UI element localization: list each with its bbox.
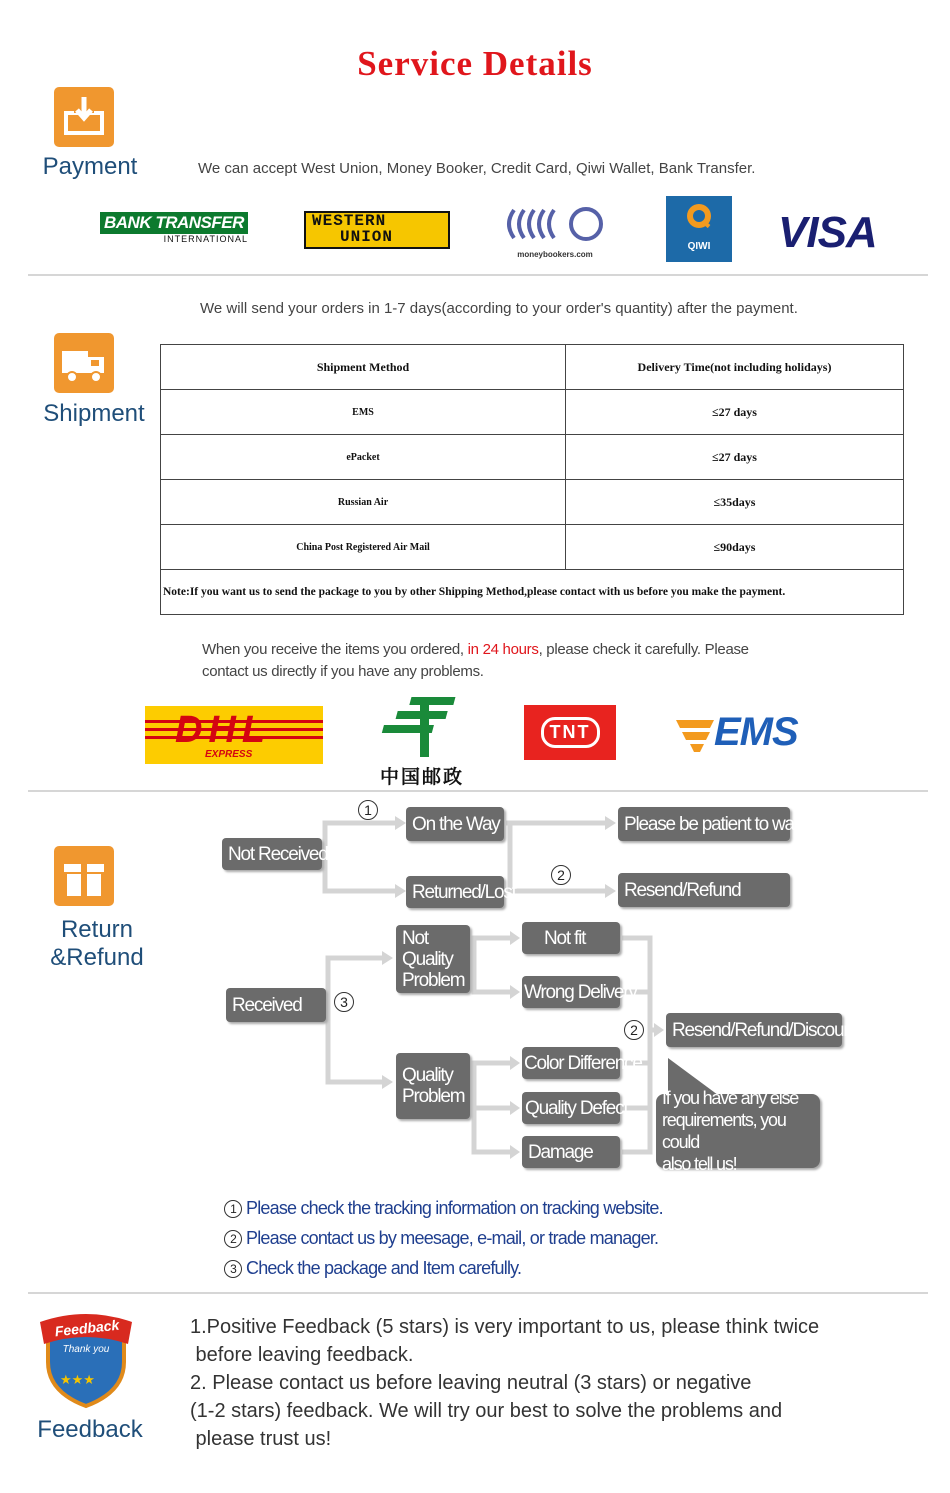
moneybookers-text: moneybookers.com [517,250,593,259]
not-fit-box: Not fit [522,922,620,954]
quality-line2: Problem [402,1086,465,1107]
china-post-text: 中国邮政 [379,767,464,788]
wrong-delivery-box: Wrong Delivery [522,976,620,1008]
shipping-table [160,344,904,615]
table-note: Note:If you want us to send the package to you by other Shipping Method,please contact with us before you make the payment. [161,570,904,615]
moneybookers-logo [500,204,610,259]
quality-problem-box [396,1053,470,1119]
note-2-text: Please contact us by meesage, e-mail, or trade manager. [246,1228,659,1248]
bubble-line1: If you have any else [662,1088,799,1108]
dhl-text: DHL [175,709,272,751]
quality-line1: Quality [402,1065,453,1086]
western-text: WESTERN [312,212,387,230]
bank-transfer-sub: INTERNATIONAL [163,234,248,244]
step-1-marker: 1 [358,800,378,820]
receive-pre: When you receive the items you ordered, [202,641,468,658]
note-3-text: Check the package and Item carefully. [246,1258,522,1278]
time-cell: ≤27 days [566,435,904,480]
tnt-text: TNT [541,717,600,748]
table-row [161,525,904,570]
svg-text:★★★: ★★★ [60,1373,95,1388]
bank-transfer-text: BANK TRANSFER [104,213,244,232]
truck-icon [54,333,114,393]
method-cell: China Post Registered Air Mail [161,525,566,570]
damage-box: Damage [522,1136,620,1168]
ems-text: EMS [714,710,798,754]
note-1-num: 1 [224,1200,242,1218]
divider [28,1292,928,1294]
time-cell: ≤27 days [566,390,904,435]
china-post-logo [372,695,472,788]
ems-logo [676,712,802,760]
not-quality-line2: Quality [402,948,453,970]
feedback-line-2: before leaving feedback. [190,1344,414,1366]
receive-post: , please check it carefully. Please [538,641,749,658]
header-method: Shipment Method [161,345,566,390]
page-title: Service Details [357,44,593,83]
feedback-line-3: 2. Please contact us before leaving neutral (3 stars) or negative [190,1372,752,1394]
table-row [161,480,904,525]
qiwi-text: QIWI [687,241,711,252]
feedback-line-5: please trust us! [190,1428,332,1450]
badge-subtitle: Thank you [62,1344,110,1355]
tnt-logo [524,705,616,760]
bank-transfer-logo [100,212,252,252]
feedback-line-4: (1-2 stars) feedback. We will try our best to solve the problems and [190,1400,783,1422]
bubble-line3: also tell us! [662,1154,737,1174]
return-refund-label: Return &Refund [50,916,144,971]
note-3 [224,1258,521,1279]
not-quality-problem-box [396,925,470,993]
method-cell: EMS [161,390,566,435]
shipment-intro: We will send your orders in 1-7 days(according to your order's quantity) after the payment. [200,300,798,317]
not-received-box: Not Received [222,838,322,870]
not-quality-line1: Not [402,927,428,949]
note-3-num: 3 [224,1260,242,1278]
method-cell: Russian Air [161,480,566,525]
method-cell: ePacket [161,435,566,480]
table-row [161,390,904,435]
qiwi-logo [666,196,732,262]
feedback-line-1: 1.Positive Feedback (5 stars) is very important to us, please think twice [190,1316,820,1338]
payment-label: Payment [42,153,138,180]
note-2 [224,1228,658,1249]
receive-text [202,641,749,658]
note-1 [224,1198,663,1219]
western-union-logo [304,211,450,249]
table-row [161,435,904,480]
step-3-marker: 3 [334,992,354,1012]
shipment-label: Shipment [43,400,145,427]
feedback-badge-icon [38,1310,134,1410]
divider [28,274,928,276]
dhl-sub: EXPRESS [205,749,253,760]
not-quality-line3: Problem [402,969,465,991]
be-patient-box: Please be patient to wait [618,807,790,841]
receive-text-line2: contact us directly if you have any problems. [202,663,484,680]
speech-bubble [656,1088,820,1174]
color-difference-box: Color Difference [522,1047,620,1079]
visa-logo: VISA [778,208,877,257]
quality-defect-box: Quality Defect [522,1092,620,1124]
bubble-line2: requirements, you could [662,1110,786,1152]
payment-icon [54,87,114,147]
step-2-marker: 2 [624,1020,644,1040]
payment-methods-text: We can accept West Union, Money Booker, Credit Card, Qiwi Wallet, Bank Transfer. [198,160,756,177]
received-box: Received [226,988,326,1022]
header-delivery-time: Delivery Time(not including holidays) [566,345,904,390]
dhl-logo [145,706,323,764]
resend-refund-discount-box: Resend/Refund/Discount [666,1013,842,1047]
feedback-label: Feedback [37,1416,143,1443]
union-text: UNION [340,228,394,246]
badge-title: Feedback [54,1316,120,1340]
note-2-num: 2 [224,1230,242,1248]
time-cell: ≤35days [566,480,904,525]
resend-refund-box: Resend/Refund [618,873,790,907]
step-2-marker: 2 [551,865,571,885]
receive-highlight: in 24 hours [467,641,539,658]
on-the-way-box: On the Way [406,807,504,841]
time-cell: ≤90days [566,525,904,570]
note-1-text: Please check the tracking information on tracking website. [246,1198,663,1218]
returned-lost-box: Returned/Lost [406,876,504,908]
